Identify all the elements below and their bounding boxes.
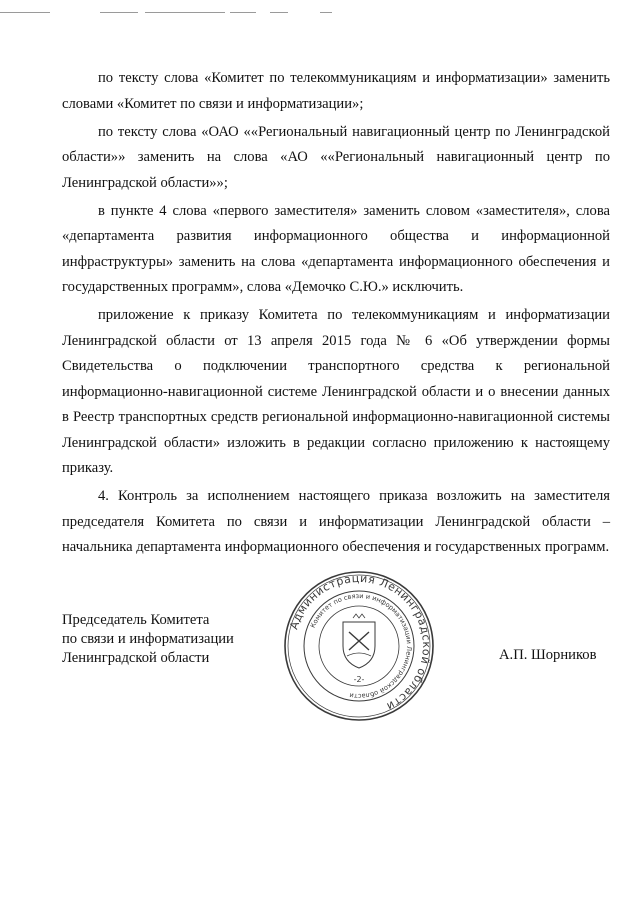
official-seal bbox=[283, 570, 435, 722]
seal-number: -2- bbox=[353, 675, 365, 684]
signature-block bbox=[62, 611, 234, 668]
paragraph: приложение к приказу Комитета по телекоммуникациям и информатизации Ленинградской области от 13 апреля 2015 года № 6 «Об утверждении формы Свидетельства о подключении транспортного средства к региональной информационно-навигационной системе Ленинградской области и о внесении данных в Реестр транспортных средств региональной информационно-навигационной системы Ленинградской области» изложить в редакции согласно приложению к настоящему приказу. bbox=[62, 307, 610, 476]
paragraph: 4. Контроль за исполнением настоящего приказа возложить на заместителя председателя Комитета по связи и информатизации Ленинградской области – начальника департамента информационного обеспечения и государственных программ. bbox=[62, 488, 610, 555]
seal-inner-text: Комитет по связи и информатизации Ленинградской области bbox=[308, 591, 414, 701]
paragraph: по тексту слова «ОАО ««Региональный навигационный центр по Ленинградской области»» заменить на слова «АО ««Региональный навигационный центр по Ленинградской области»»; bbox=[62, 123, 610, 191]
signer-name: А.П. Шорников bbox=[499, 647, 597, 663]
scan-top-marks bbox=[0, 12, 640, 16]
signer-title-line: Ленинградской области bbox=[62, 650, 210, 666]
paragraph: в пункте 4 слова «первого заместителя» заменить словом «заместителя», слова «департамента развития информационного общества и информационной инфраструктуры» заменить на слова «департамента информационного обеспечения и государственных программ», слова «Демочко С.Ю.» исключить. bbox=[62, 202, 610, 295]
signer-title-line: по связи и информатизации bbox=[62, 631, 234, 647]
coat-of-arms-icon bbox=[343, 614, 375, 668]
document-body bbox=[62, 66, 610, 563]
signer-title-line: Председатель Комитета bbox=[62, 612, 210, 628]
seal-outer-text: Администрация Ленинградской области bbox=[287, 571, 434, 714]
paragraph: по тексту слова «Комитет по телекоммуникациям и информатизации» заменить словами «Комитет по связи и информатизации»; bbox=[62, 70, 610, 112]
